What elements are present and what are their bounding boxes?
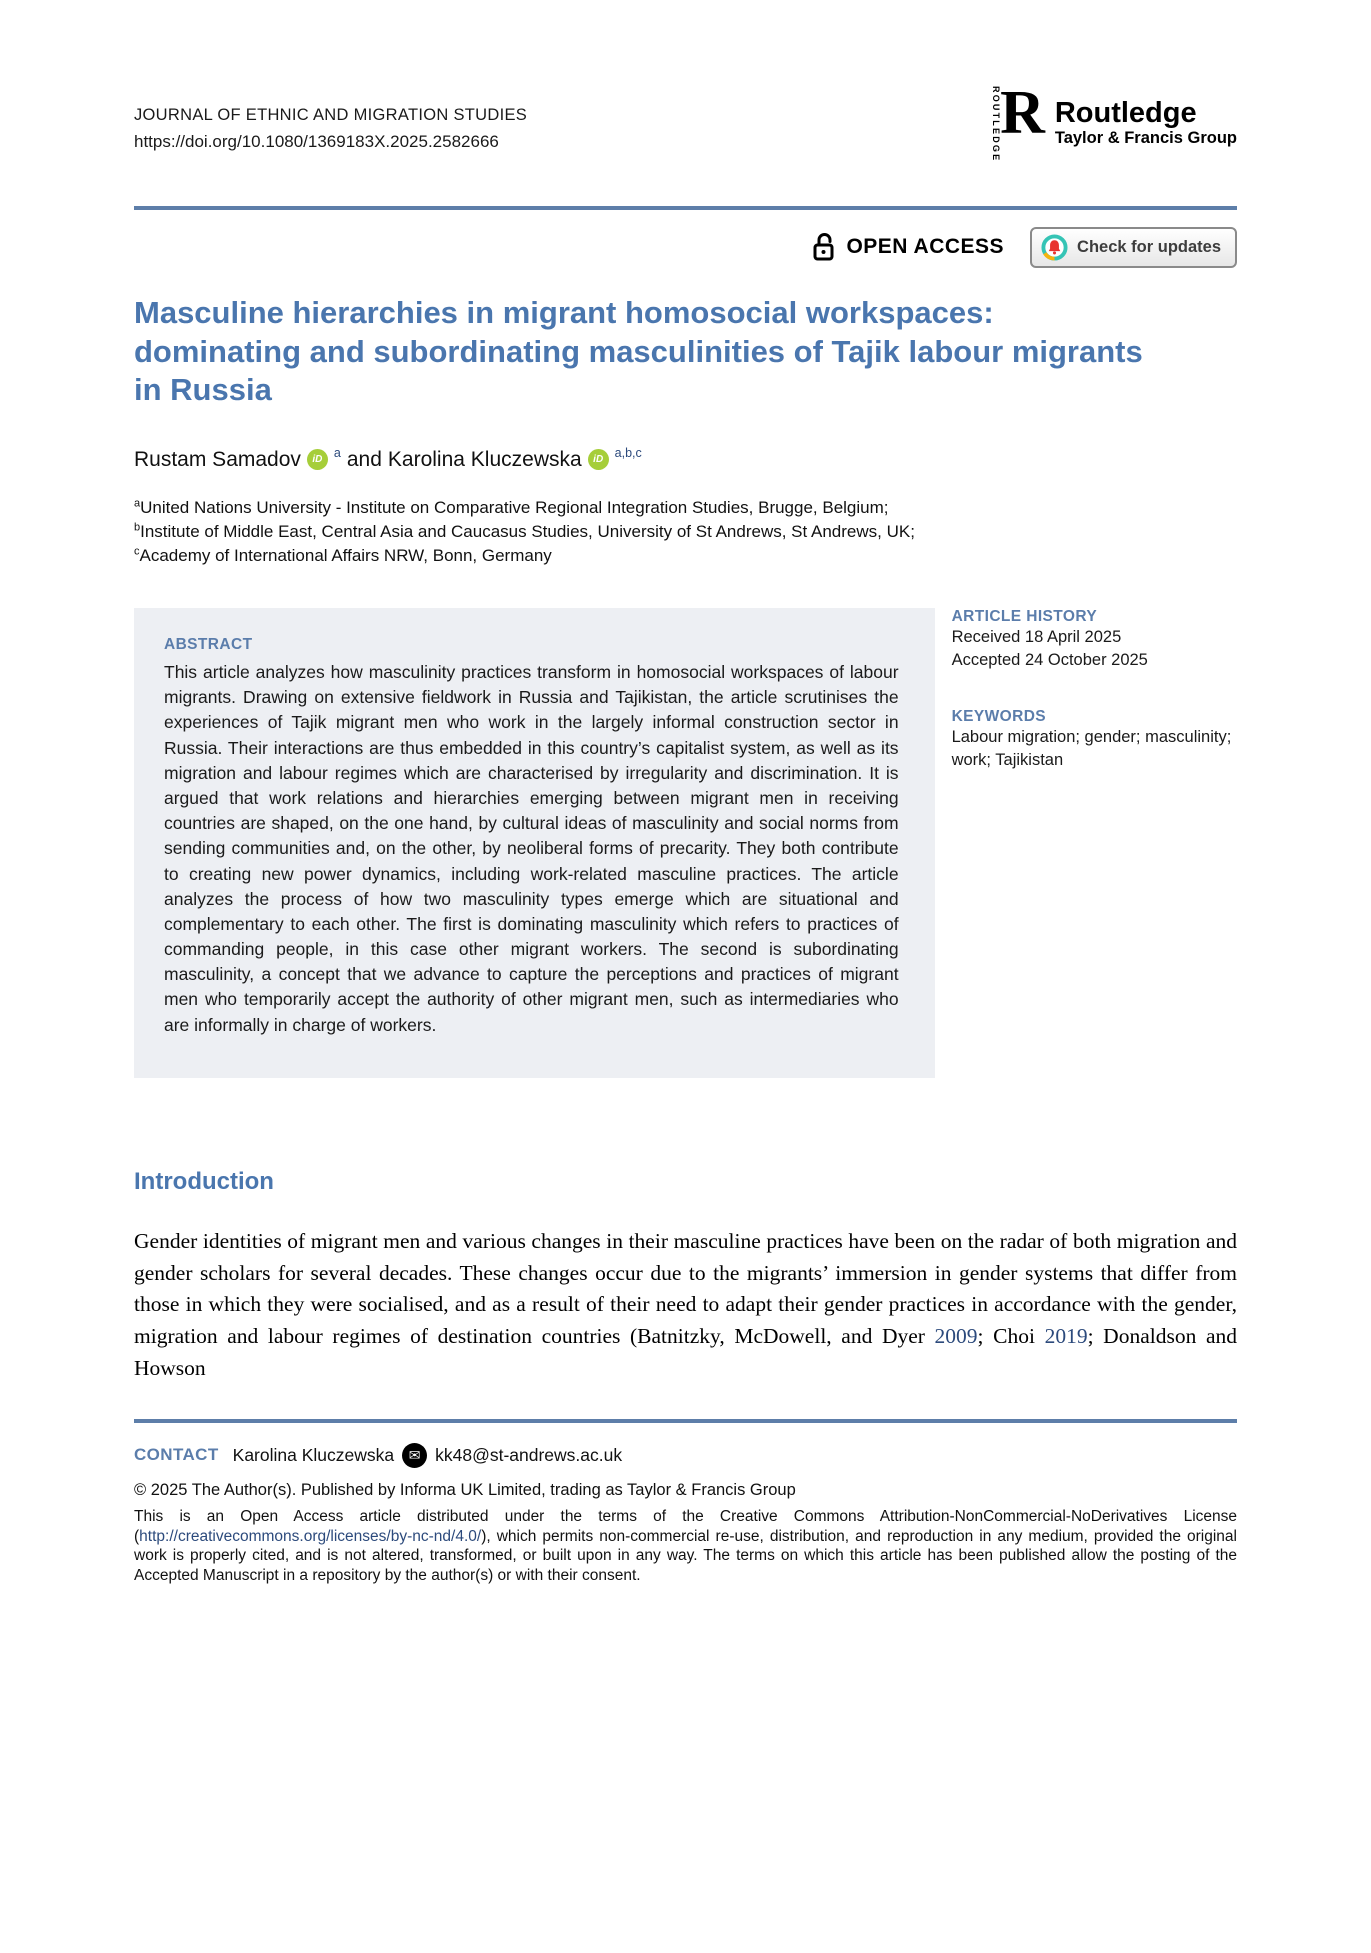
author-name: Rustam Samadov xyxy=(134,447,301,471)
abstract-section xyxy=(134,608,1237,1078)
open-access-lock-icon xyxy=(813,232,837,262)
abstract-heading: ABSTRACT xyxy=(164,636,253,653)
affiliation-line xyxy=(134,544,1237,568)
contact-email-link[interactable]: kk48@st-andrews.ac.uk xyxy=(435,1444,623,1465)
open-access-badge xyxy=(813,232,1004,262)
routledge-r-icon: R xyxy=(1000,79,1045,147)
abstract-box xyxy=(134,608,935,1078)
journal-info xyxy=(134,84,527,152)
affiliation-text: Academy of International Affairs NRW, Bonn, Germany xyxy=(139,545,552,565)
orcid-icon[interactable]: iD xyxy=(307,449,328,470)
article-title: Masculine hierarchies in migrant homosocial workspaces: dominating and subordinating masculinities of Tajik labour migrants in Russia xyxy=(134,295,1143,408)
abstract-text: This article analyzes how masculinity practices transform in homosocial workspaces of labour migrants. Drawing on extensive fieldwork in Russia and Tajikistan, the article scrutinises the experiences of Tajik migrant men who work in the largely informal construction sector in Russia. Their interactions are thus embedded in this country’s capitalist system, as well as its migration and labour regimes which are characterised by irregularity and discrimination. It is argued that work relations and hierarchies emerging between migrant men in receiving countries are shaped, on the one hand, by cultural ideas of masculinity and social norms from sending communities and, on the other, by neoliberal forms of precarity. They both contribute to creating new power dynamics, including work-related masculine practices. The article analyzes the process of how two masculinity types emerge which are situational and complementary to each other. The first is dominating masculinity which refers to practices of commanding people, in this case other migrant workers. The second is subordinating masculinity, a concept that we advance to capture the perceptions and practices of migrant men who temporarily accept the authority of other migrant men, such as intermediaries who are informally in charge of workers. xyxy=(164,662,899,1035)
footer-divider xyxy=(134,1419,1237,1423)
affiliation-text: Institute of Middle East, Central Asia and Caucasus Studies, University of St Andrews, St Andrews, UK; xyxy=(140,521,915,541)
publisher-name: Routledge xyxy=(1054,96,1197,129)
page-header xyxy=(134,79,1237,163)
journal-name: JOURNAL OF ETHNIC AND MIGRATION STUDIES xyxy=(134,106,528,124)
author-affiliation-marks: a,b,c xyxy=(614,445,642,460)
affiliation-mark: a xyxy=(134,496,141,509)
keywords-heading: KEYWORDS xyxy=(951,708,1047,726)
copyright-line: © 2025 The Author(s). Published by Informa UK Limited, trading as Taylor & Francis Group xyxy=(134,1480,796,1499)
access-bar xyxy=(134,226,1237,268)
affiliation-text: United Nations University - Institute on Comparative Regional Integration Studies, Brugge, Belgium; xyxy=(140,497,889,517)
check-for-updates-button[interactable] xyxy=(1030,227,1237,268)
affiliation-mark: c xyxy=(134,545,140,558)
publisher-tagline: Taylor & Francis Group xyxy=(1054,129,1237,148)
license-text: This is an Open Access article distributed under the terms of the Creative Commons Attribution-NonCommercial-NoDerivatives License ( xyxy=(134,1507,1237,1545)
license-paragraph xyxy=(134,1507,1237,1586)
check-updates-icon xyxy=(1041,234,1068,261)
author-affiliation-marks: a xyxy=(333,445,341,460)
paragraph-text: ; Choi xyxy=(977,1324,1045,1349)
article-history-heading: ARTICLE HISTORY xyxy=(951,608,1098,625)
check-for-updates-label: Check for updates xyxy=(1077,237,1221,256)
keywords-text: Labour migration; gender; masculinity; work; Tajikistan xyxy=(951,728,1232,770)
citation-link[interactable]: 2019 xyxy=(1044,1324,1088,1349)
orcid-icon[interactable]: iD xyxy=(588,449,609,470)
keywords xyxy=(952,708,1237,772)
affiliation-mark: b xyxy=(134,521,141,534)
paragraph-text: ; Donaldson and Howson xyxy=(134,1324,1237,1381)
envelope-icon[interactable]: ✉ xyxy=(402,1443,427,1468)
article-meta-column xyxy=(935,608,1237,1078)
article-history xyxy=(952,608,1237,672)
routledge-logo xyxy=(991,79,1237,163)
citation-link[interactable]: 2009 xyxy=(934,1324,978,1349)
contact-row xyxy=(134,1443,1237,1468)
doi-link[interactable]: https://doi.org/10.1080/1369183X.2025.2582666 xyxy=(134,132,499,151)
accepted-date: Accepted 24 October 2025 xyxy=(951,651,1148,670)
top-divider xyxy=(134,206,1237,210)
open-access-label: OPEN ACCESS xyxy=(846,235,1005,259)
affiliation-line xyxy=(134,520,1237,544)
authors-connector: and xyxy=(346,447,382,471)
paragraph-text: Gender identities of migrant men and various changes in their masculine practices have been on the radar of both migration and gender scholars for several decades. These changes occur due to the migrants’ immersion in gender systems that differ from those in which they were socialised, and as a result of their need to adapt their gender practices in accordance with the gender, migration and labour regimes of destination countries (Batnitzky, McDowell, and Dyer xyxy=(134,1228,1237,1349)
routledge-logo-text xyxy=(1055,98,1237,148)
contact-label: CONTACT xyxy=(134,1445,219,1465)
routledge-vertical-text: ROUTLEDGE xyxy=(991,86,1002,163)
received-date: Received 18 April 2025 xyxy=(951,628,1122,646)
introduction-heading: Introduction xyxy=(134,1167,274,1195)
affiliations xyxy=(134,496,1237,568)
routledge-logo-mark xyxy=(991,79,1045,163)
affiliation-line xyxy=(134,496,1237,520)
license-url-link[interactable]: http://creativecommons.org/licenses/by-nc-nd/4.0/ xyxy=(139,1527,482,1545)
license-text: ), which permits non-commercial re-use, distribution, and reproduction in any medium, provided the original work is properly cited, and is not altered, transformed, or built upon in any way. The terms on which this article has been published allow the posting of the Accepted Manuscript in a repository by the author(s) or with their consent. xyxy=(134,1527,1237,1584)
authors-line xyxy=(134,445,1237,472)
introduction-paragraph xyxy=(134,1226,1237,1385)
contact-name: Karolina Kluczewska xyxy=(232,1444,395,1465)
author-name: Karolina Kluczewska xyxy=(387,447,582,471)
